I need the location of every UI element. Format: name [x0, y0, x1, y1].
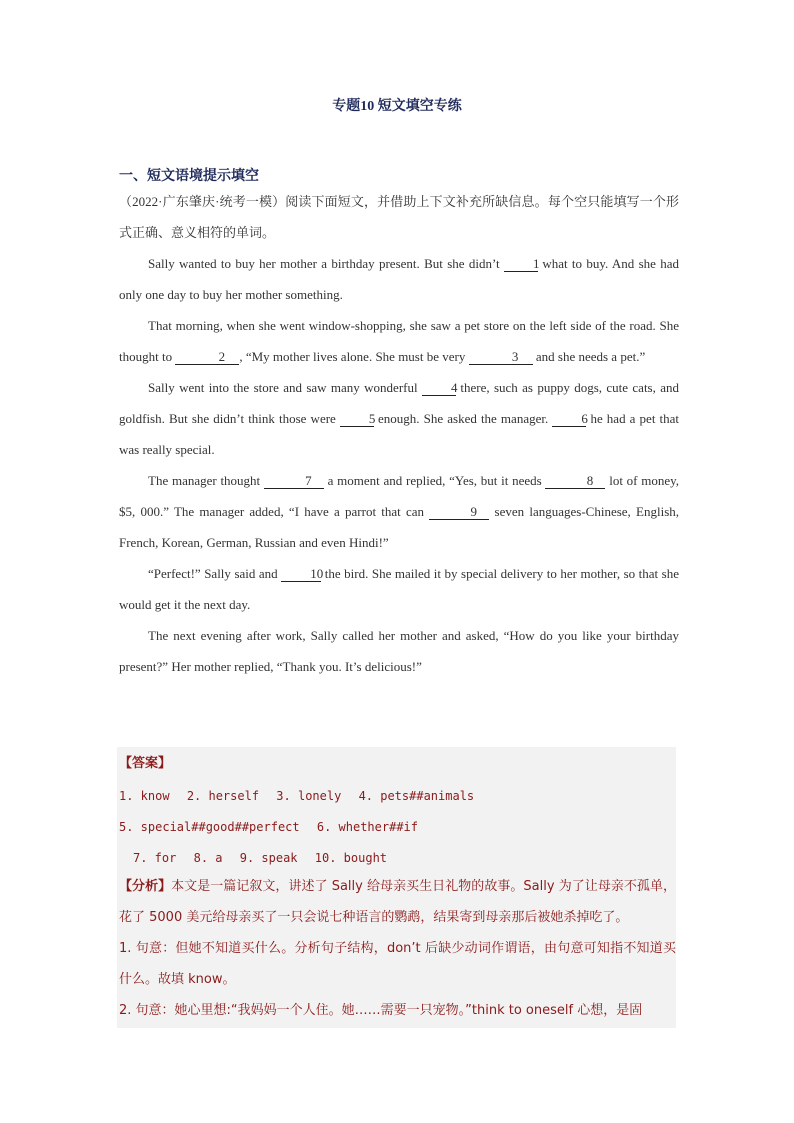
blank-8: 8	[545, 474, 605, 489]
blank-10: 10	[281, 567, 321, 582]
paragraph-3: Sally went into the store and saw many wonderful 4 there, such as puppy dogs, cute cats, and goldfish. But she didn’t think those were 5 enough. She asked the manager. 6 he had a pet that was really special.	[119, 380, 680, 457]
blank-7: 7	[264, 474, 324, 489]
answer-item: 5. special##good##perfect	[119, 820, 300, 834]
answer-item: 1. know	[119, 789, 170, 803]
passage-block	[119, 186, 679, 682]
analysis-item-2: 2. 句意：她心里想:“我妈妈一个人住。她……需要一只宠物。”think to oneself 心想，是固	[119, 1003, 643, 1018]
answer-item: 7. for	[133, 851, 177, 865]
answer-item: 6. whether##if	[316, 820, 419, 834]
blank-4: 4	[422, 381, 456, 396]
answer-item: 4. pets##animals	[358, 789, 475, 803]
paragraph-4: The manager thought 7 a moment and replied, “Yes, but it needs 8 lot of money, $5, 000.” The manager added, “I have a parrot that can 9 seven languages-Chinese, English, French, Korean, German, Russian and even Hindi!”	[119, 473, 680, 550]
paragraph-6: The next evening after work, Sally called her mother and asked, “How do you like your birthday present?” Her mother replied, “Thank you. It’s delicious!”	[119, 628, 679, 674]
answer-item: 9. speak	[239, 851, 298, 865]
answer-item: 10. bought	[314, 851, 388, 865]
blank-2: 2	[175, 350, 239, 365]
answer-item: 3. lonely	[276, 789, 342, 803]
answer-row-2	[119, 843, 677, 874]
analysis-item-1: 1. 句意：但她不知道买什么。分析句子结构，don’t 后缺少动词作谓语，由句意可知指不知道买什么。故填 know。	[119, 941, 676, 987]
blank-6: 6	[552, 412, 586, 427]
section-heading: 一、短文语境提示填空	[119, 169, 259, 184]
paragraph-2: That morning, when she went window-shopping, she saw a pet store on the left side of the road. She thought to 2 , “My mother lives alone. She must be very 3 and she needs a pet.”	[119, 318, 679, 364]
blank-9: 9	[429, 505, 489, 520]
blank-3: 3	[469, 350, 533, 365]
answer-item: 2. herself	[186, 789, 260, 803]
answer-row-1	[119, 781, 677, 843]
intro-text: （2022·广东肇庆·统考一模）阅读下面短文，并借助上下文补充所缺信息。每个空只能填写一个形式正确、意义相符的单词。	[119, 194, 679, 240]
answer-heading: 【答案】	[119, 756, 172, 771]
answer-item: 8. a	[193, 851, 223, 865]
blank-1: 1	[504, 257, 538, 272]
analysis-section	[119, 871, 676, 1026]
blank-5: 5	[340, 412, 374, 427]
analysis-summary: 【分析】本文是一篇记叙文，讲述了 Sally 给母亲买生日礼物的故事。Sally 为了让母亲不孤单，花了 5000 美元给母亲买了一只会说七种语言的鹦鹉，结果寄到母亲那后被她杀掉吃了。	[119, 879, 676, 925]
page-title: 专题10 短文填空专练	[332, 99, 462, 114]
answer-list	[119, 781, 677, 874]
paragraph-1: Sally wanted to buy her mother a birthday present. But she didn’t 1 what to buy. And she had only one day to buy her mother something.	[119, 256, 680, 302]
paragraph-5: “Perfect!” Sally said and 10 the bird. She mailed it by special delivery to her mother, so that she would get it the next day.	[119, 566, 680, 612]
analysis-label: 【分析】	[119, 879, 172, 894]
